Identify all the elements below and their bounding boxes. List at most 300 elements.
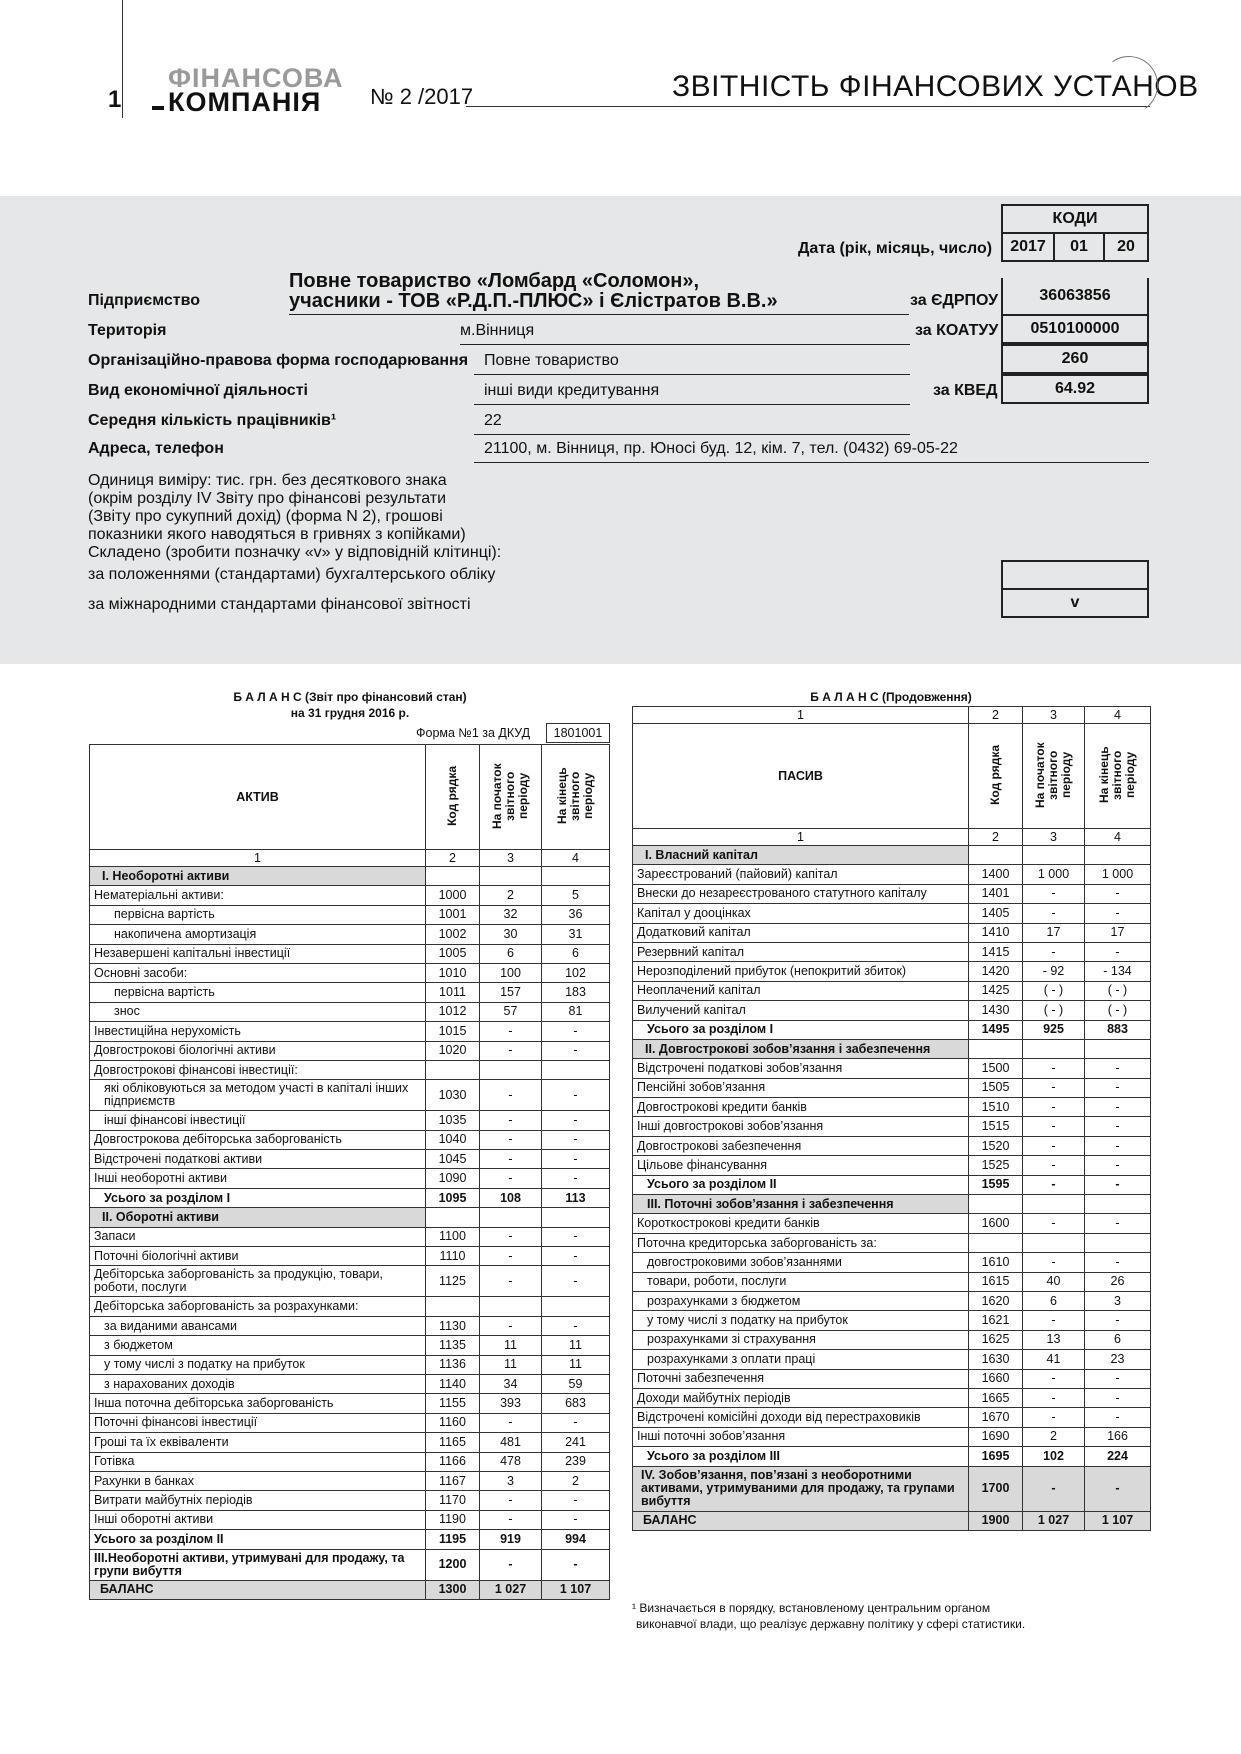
- row-code: 1140: [426, 1374, 480, 1393]
- row-label: Відстрочені податкові активи: [90, 1150, 426, 1169]
- row-label: Нерозподілений прибуток (непокритий збиток): [633, 962, 969, 981]
- row-code: 1595: [969, 1175, 1023, 1194]
- table-row: [633, 1233, 1151, 1252]
- row-end-value: -: [542, 1080, 610, 1111]
- liab-top-num-1: 1: [633, 707, 969, 724]
- row-start-value: 2: [480, 886, 542, 905]
- row-code: 1900: [969, 1511, 1023, 1530]
- enterprise-label: Підприємство: [88, 292, 200, 309]
- table-row: [90, 1169, 610, 1188]
- row-start-value: -: [1023, 1214, 1085, 1233]
- row-end-value: -: [1085, 904, 1151, 923]
- row-code: 1001: [426, 905, 480, 924]
- row-code: 1030: [426, 1080, 480, 1111]
- table-row: [90, 1452, 610, 1471]
- row-start-value: -: [1023, 1466, 1085, 1511]
- table-row: [633, 1214, 1151, 1233]
- row-label: Інші поточні зобов’язання: [633, 1427, 969, 1446]
- row-label: Поточна кредиторська заборгованість за:: [633, 1233, 969, 1252]
- row-label: III. Поточні зобов’язання і забезпечення: [633, 1195, 969, 1214]
- row-start-value: -: [1023, 1311, 1085, 1330]
- table-row: [633, 1311, 1151, 1330]
- row-code: 1425: [969, 981, 1023, 1000]
- row-start-value: -: [480, 1130, 542, 1149]
- row-label: Гроші та їх еквіваленти: [90, 1433, 426, 1452]
- row-end-value: [1085, 1039, 1151, 1058]
- row-end-value: -: [542, 1549, 610, 1580]
- codes-header: КОДИ: [1001, 204, 1149, 234]
- table-row: [90, 1188, 610, 1207]
- row-label: Цільове фінансування: [633, 1156, 969, 1175]
- row-end-value: 5: [542, 886, 610, 905]
- table-row: [90, 1413, 610, 1432]
- row-label: знос: [90, 1002, 426, 1021]
- row-label: БАЛАНС: [90, 1580, 426, 1599]
- table-row: [90, 1080, 610, 1111]
- territory-value: м.Вінниця: [460, 322, 535, 339]
- row-code: 1625: [969, 1330, 1023, 1349]
- row-label: Усього за розділом II: [633, 1175, 969, 1194]
- row-end-value: -: [1085, 884, 1151, 903]
- row-code: 1015: [426, 1022, 480, 1041]
- row-start-value: [1023, 1233, 1085, 1252]
- row-label: Усього за розділом I: [633, 1020, 969, 1039]
- row-start-value: -: [1023, 1156, 1085, 1175]
- row-start-value: 925: [1023, 1020, 1085, 1039]
- row-code: 1670: [969, 1408, 1023, 1427]
- row-code: 1621: [969, 1311, 1023, 1330]
- row-code: [969, 846, 1023, 865]
- row-end-value: 17: [1085, 923, 1151, 942]
- row-label: за виданими авансами: [90, 1316, 426, 1335]
- table-row: [633, 1156, 1151, 1175]
- row-start-value: 100: [480, 963, 542, 982]
- table-row: [90, 1394, 610, 1413]
- row-end-value: 994: [542, 1530, 610, 1549]
- row-code: 1430: [969, 1001, 1023, 1020]
- row-end-value: 23: [1085, 1350, 1151, 1369]
- date-year: 2017: [1001, 232, 1055, 262]
- row-code: 1300: [426, 1580, 480, 1599]
- table-row: [633, 1059, 1151, 1078]
- row-start-value: -: [480, 1227, 542, 1246]
- row-label: БАЛАНС: [633, 1511, 969, 1530]
- liab-col-header: ПАСИВ: [633, 724, 969, 829]
- row-code: 1012: [426, 1002, 480, 1021]
- row-start-value: 34: [480, 1374, 542, 1393]
- row-start-value: 478: [480, 1452, 542, 1471]
- row-end-value: [542, 1208, 610, 1227]
- table-row: [90, 1247, 610, 1266]
- row-end-value: 6: [1085, 1330, 1151, 1349]
- row-end-value: 1 107: [542, 1580, 610, 1599]
- row-start-value: 11: [480, 1355, 542, 1374]
- address-value: 21100, м. Вінниця, пр. Юносі буд. 12, кім. 7, тел. (0432) 69-05-22: [484, 440, 958, 457]
- row-label: у тому числі з податку на прибуток: [633, 1311, 969, 1330]
- row-label: Довгострокові фінансові інвестиції:: [90, 1060, 426, 1079]
- row-label: розрахунками зі страхування: [633, 1330, 969, 1349]
- table-row: [90, 925, 610, 944]
- row-end-value: 239: [542, 1452, 610, 1471]
- table-row: [633, 1001, 1151, 1020]
- row-code: 1130: [426, 1316, 480, 1335]
- row-start-value: 157: [480, 983, 542, 1002]
- table-row: [633, 884, 1151, 903]
- row-end-value: -: [542, 1022, 610, 1041]
- row-label: Дебіторська заборгованість за продукцію, товари, роботи, послуги: [90, 1266, 426, 1297]
- row-label: Доходи майбутніх періодів: [633, 1388, 969, 1407]
- row-end-value: - 134: [1085, 962, 1151, 981]
- staff-value: 22: [484, 412, 502, 429]
- row-start-value: - 92: [1023, 962, 1085, 981]
- asset-col-header: АКТИВ: [90, 745, 426, 850]
- unit-note-line3: (Звіту про сукупний дохід) (форма N 2), грошові: [88, 508, 443, 525]
- row-end-value: -: [1085, 1059, 1151, 1078]
- row-end-value: 1 000: [1085, 865, 1151, 884]
- unit-note-line1: Одиниця виміру: тис. грн. без десяткового знака: [88, 472, 447, 489]
- row-code: 1170: [426, 1491, 480, 1510]
- row-end-value: 224: [1085, 1447, 1151, 1466]
- row-start-value: -: [1023, 1253, 1085, 1272]
- table-row: [90, 1227, 610, 1246]
- row-code: 1610: [969, 1253, 1023, 1272]
- address-label: Адреса, телефон: [88, 440, 224, 457]
- form-code: 1801001: [546, 723, 610, 743]
- row-label: Дебіторська заборгованість за розрахунками:: [90, 1297, 426, 1316]
- row-label: Нематеріальні активи:: [90, 886, 426, 905]
- row-label: з нарахованих доходів: [90, 1374, 426, 1393]
- row-end-value: [1085, 1233, 1151, 1252]
- table-row: [90, 1336, 610, 1355]
- unit-note-line4: показники якого наводяться в гривнях з копійками): [88, 526, 466, 543]
- row-end-value: -: [542, 1041, 610, 1060]
- row-code: 1510: [969, 1098, 1023, 1117]
- row-end-value: ( - ): [1085, 1001, 1151, 1020]
- row-start-value: -: [1023, 942, 1085, 961]
- row-end-value: 2: [542, 1471, 610, 1490]
- row-start-value: -: [1023, 1175, 1085, 1194]
- row-end-value: -: [542, 1247, 610, 1266]
- row-end-value: [1085, 846, 1151, 865]
- row-end-value: [542, 867, 610, 886]
- row-label: Неоплачений капітал: [633, 981, 969, 1000]
- row-start-value: 3: [480, 1471, 542, 1490]
- row-start-value: 40: [1023, 1272, 1085, 1291]
- row-start-value: -: [480, 1266, 542, 1297]
- table-row: [90, 905, 610, 924]
- row-end-value: -: [1085, 1214, 1151, 1233]
- kopfg-code: 260: [1001, 344, 1149, 374]
- row-code: 1011: [426, 983, 480, 1002]
- row-label: які обліковуються за методом участі в капіталі інших підприємств: [90, 1080, 426, 1111]
- row-start-value: -: [480, 1549, 542, 1580]
- row-code: [426, 1208, 480, 1227]
- row-start-value: -: [480, 1111, 542, 1130]
- row-code: 1500: [969, 1059, 1023, 1078]
- liab-top-num-3: 3: [1023, 707, 1085, 724]
- row-end-value: 6: [542, 944, 610, 963]
- row-start-value: -: [480, 1491, 542, 1510]
- row-label: Інші необоротні активи: [90, 1169, 426, 1188]
- row-code: 1410: [969, 923, 1023, 942]
- table-row: [90, 1471, 610, 1490]
- table-row: [90, 1022, 610, 1041]
- magazine-logo: [150, 63, 350, 117]
- row-code: 1020: [426, 1041, 480, 1060]
- ifrs-standard-label: за міжнародними стандартами фінансової звітності: [88, 596, 471, 613]
- row-code: 1155: [426, 1394, 480, 1413]
- row-code: 1515: [969, 1117, 1023, 1136]
- row-code: 1195: [426, 1530, 480, 1549]
- unit-note-line2: (окрім розділу IV Звіту про фінансові результати: [88, 490, 447, 507]
- row-end-value: [542, 1297, 610, 1316]
- table-row: [90, 944, 610, 963]
- liab-top-num-2: 2: [969, 707, 1023, 724]
- row-label: Інші оборотні активи: [90, 1510, 426, 1529]
- row-label: Відстрочені комісійні доходи від перестраховиків: [633, 1408, 969, 1427]
- table-row: [633, 865, 1151, 884]
- row-label: Інша поточна дебіторська заборгованість: [90, 1394, 426, 1413]
- row-end-value: -: [1085, 1175, 1151, 1194]
- row-code: 1600: [969, 1214, 1023, 1233]
- table-row: [633, 846, 1151, 865]
- row-label: накопичена амортизація: [90, 925, 426, 944]
- row-label: Усього за розділом I: [90, 1188, 426, 1207]
- row-label: товари, роботи, послуги: [633, 1272, 969, 1291]
- row-end-value: -: [542, 1150, 610, 1169]
- row-start-value: -: [480, 1041, 542, 1060]
- footnote-line1: ¹ Визначається в порядку, встановленому центральним органом: [632, 1601, 991, 1615]
- row-code: 1136: [426, 1355, 480, 1374]
- row-start-value: 32: [480, 905, 542, 924]
- logo-line1: ФІНАНСОВА: [168, 63, 344, 93]
- row-label: Поточні забезпечення: [633, 1369, 969, 1388]
- row-end-value: -: [1085, 1136, 1151, 1155]
- row-label: I. Необоротні активи: [90, 867, 426, 886]
- table-row: [633, 1253, 1151, 1272]
- row-label: Довгострокові біологічні активи: [90, 1041, 426, 1060]
- row-end-value: 166: [1085, 1427, 1151, 1446]
- row-end-value: -: [542, 1227, 610, 1246]
- row-start-value: -: [480, 1413, 542, 1432]
- row-label: Поточні фінансові інвестиції: [90, 1413, 426, 1432]
- table-row: [633, 1272, 1151, 1291]
- row-label: Довгострокова дебіторська заборгованість: [90, 1130, 426, 1149]
- assets-subtitle: на 31 грудня 2016 р.: [290, 706, 410, 720]
- row-label: Відстрочені податкові зобов’язання: [633, 1059, 969, 1078]
- table-row: [633, 1291, 1151, 1310]
- row-end-value: -: [542, 1413, 610, 1432]
- row-start-value: [1023, 1195, 1085, 1214]
- row-start-value: -: [480, 1022, 542, 1041]
- row-code: 1125: [426, 1266, 480, 1297]
- row-start-value: ( - ): [1023, 981, 1085, 1000]
- table-row: [633, 1098, 1151, 1117]
- asset-code-col-header: Код рядка: [445, 765, 459, 826]
- row-start-value: 11: [480, 1336, 542, 1355]
- row-end-value: 26: [1085, 1272, 1151, 1291]
- table-row: [90, 1530, 610, 1549]
- row-start-value: -: [1023, 1369, 1085, 1388]
- compiled-label: Складено (зробити позначку «v» у відповідній клітинці):: [88, 544, 502, 561]
- kved-code: 64.92: [1001, 374, 1149, 404]
- table-row: [633, 1447, 1151, 1466]
- row-code: 1401: [969, 884, 1023, 903]
- row-label: I. Власний капітал: [633, 846, 969, 865]
- row-end-value: -: [542, 1169, 610, 1188]
- liab-col-num-4: 4: [1085, 829, 1151, 846]
- table-row: [633, 1350, 1151, 1369]
- asset-col-num-4: 4: [542, 850, 610, 867]
- legal-form-underline: [474, 374, 910, 375]
- row-start-value: -: [480, 1080, 542, 1111]
- row-label: Поточні біологічні активи: [90, 1247, 426, 1266]
- row-code: 1420: [969, 962, 1023, 981]
- decorative-arc: [1095, 51, 1162, 118]
- row-end-value: [542, 1060, 610, 1079]
- activity-value: інші види кредитування: [484, 382, 660, 399]
- row-end-value: -: [1085, 1408, 1151, 1427]
- row-end-value: -: [542, 1111, 610, 1130]
- row-end-value: -: [542, 1491, 610, 1510]
- row-code: 1620: [969, 1291, 1023, 1310]
- page-number: 1: [108, 86, 122, 113]
- row-code: 1035: [426, 1111, 480, 1130]
- table-row: [90, 1266, 610, 1297]
- table-row: [633, 1511, 1151, 1530]
- row-code: 1135: [426, 1336, 480, 1355]
- row-label: первісна вартість: [90, 905, 426, 924]
- row-start-value: 481: [480, 1433, 542, 1452]
- row-end-value: 883: [1085, 1020, 1151, 1039]
- row-code: 1040: [426, 1130, 480, 1149]
- row-end-value: -: [1085, 1253, 1151, 1272]
- row-code: 1660: [969, 1369, 1023, 1388]
- staff-underline: [474, 434, 910, 435]
- row-start-value: [1023, 846, 1085, 865]
- header-divider: [122, 0, 123, 118]
- row-start-value: 1 000: [1023, 865, 1085, 884]
- row-label: II. Оборотні активи: [90, 1208, 426, 1227]
- row-end-value: -: [1085, 1117, 1151, 1136]
- table-row: [633, 1117, 1151, 1136]
- row-end-value: -: [1085, 1369, 1151, 1388]
- footnote-line2: виконавчої влади, що реалізує державну політику у сфері статистики.: [636, 1617, 1026, 1631]
- row-end-value: 102: [542, 963, 610, 982]
- table-row: [90, 1041, 610, 1060]
- table-row: [633, 1078, 1151, 1097]
- table-row: [633, 1369, 1151, 1388]
- national-standard-checkbox[interactable]: [1001, 560, 1149, 590]
- row-start-value: 57: [480, 1002, 542, 1021]
- row-end-value: -: [1085, 1311, 1151, 1330]
- liab-col-num-3: 3: [1023, 829, 1085, 846]
- row-label: первісна вартість: [90, 983, 426, 1002]
- table-row: [90, 1297, 610, 1316]
- row-code: 1495: [969, 1020, 1023, 1039]
- activity-label: Вид економічної діяльності: [88, 382, 308, 399]
- asset-col-num-3: 3: [480, 850, 542, 867]
- row-end-value: 59: [542, 1374, 610, 1393]
- table-row: [633, 1427, 1151, 1446]
- row-end-value: -: [542, 1130, 610, 1149]
- row-end-value: 3: [1085, 1291, 1151, 1310]
- table-row: [90, 1355, 610, 1374]
- row-label: Капітал у дооцінках: [633, 904, 969, 923]
- row-code: 1166: [426, 1452, 480, 1471]
- row-start-value: -: [1023, 1078, 1085, 1097]
- row-label: Вилучений капітал: [633, 1001, 969, 1020]
- asset-col-num-2: 2: [426, 850, 480, 867]
- table-row: [90, 1510, 610, 1529]
- row-code: 1090: [426, 1169, 480, 1188]
- table-row: [633, 923, 1151, 942]
- header-rule: [466, 106, 1150, 107]
- row-label: Інвестиційна нерухомість: [90, 1022, 426, 1041]
- logo-line2: КОМПАНІЯ: [168, 87, 322, 117]
- row-label: II. Довгострокові зобов’язання і забезпечення: [633, 1039, 969, 1058]
- row-label: Усього за розділом III: [633, 1447, 969, 1466]
- assets-table: [89, 744, 610, 1600]
- logo-bar: [152, 106, 164, 110]
- issue-number: № 2 /2017: [370, 84, 474, 109]
- enterprise-underline: [289, 314, 909, 315]
- row-end-value: 113: [542, 1188, 610, 1207]
- table-row: [90, 1491, 610, 1510]
- table-row: [90, 1433, 610, 1452]
- asset-start-col-header: На початок звітного періоду: [490, 762, 530, 829]
- legal-form-value: Повне товариство: [484, 352, 619, 369]
- row-label: Довгострокові кредити банків: [633, 1098, 969, 1117]
- row-label: розрахунками з оплати праці: [633, 1350, 969, 1369]
- row-end-value: 11: [542, 1355, 610, 1374]
- row-code: 1520: [969, 1136, 1023, 1155]
- liabilities-title: Б А Л А Н С (Продовження): [810, 690, 972, 704]
- enterprise-name-line1: Повне товариство «Ломбард «Соломон»,: [289, 270, 700, 292]
- row-label: Додатковий капітал: [633, 923, 969, 942]
- row-code: 1405: [969, 904, 1023, 923]
- edrpou-label: за ЄДРПОУ: [910, 292, 999, 309]
- table-row: [633, 981, 1151, 1000]
- row-code: 1002: [426, 925, 480, 944]
- territory-underline: [460, 344, 910, 345]
- row-start-value: 17: [1023, 923, 1085, 942]
- row-code: 1165: [426, 1433, 480, 1452]
- row-end-value: -: [1085, 1078, 1151, 1097]
- row-end-value: -: [1085, 1388, 1151, 1407]
- section-title: ЗВІТНІСТЬ ФІНАНСОВИХ УСТАНОВ: [672, 70, 1199, 103]
- table-row: [633, 904, 1151, 923]
- row-end-value: -: [542, 1510, 610, 1529]
- enterprise-name-line2: учасники - ТОВ «Р.Д.П.-ПЛЮС» і Єлістратов В.В.»: [289, 290, 778, 312]
- row-start-value: [1023, 1039, 1085, 1058]
- table-row: [633, 1195, 1151, 1214]
- date-day: 20: [1103, 232, 1149, 262]
- row-code: 1010: [426, 963, 480, 982]
- liab-code-col-header: Код рядка: [988, 744, 1002, 805]
- table-row: [90, 1130, 610, 1149]
- ifrs-standard-checkbox[interactable]: v: [1001, 588, 1149, 618]
- row-label: Резервний капітал: [633, 942, 969, 961]
- row-end-value: 241: [542, 1433, 610, 1452]
- liab-col-num-2: 2: [969, 829, 1023, 846]
- table-row: [633, 1388, 1151, 1407]
- row-start-value: 108: [480, 1188, 542, 1207]
- row-end-value: 36: [542, 905, 610, 924]
- table-row: [90, 1150, 610, 1169]
- row-code: 1200: [426, 1549, 480, 1580]
- asset-end-col-header: На кінець звітного періоду: [555, 767, 595, 824]
